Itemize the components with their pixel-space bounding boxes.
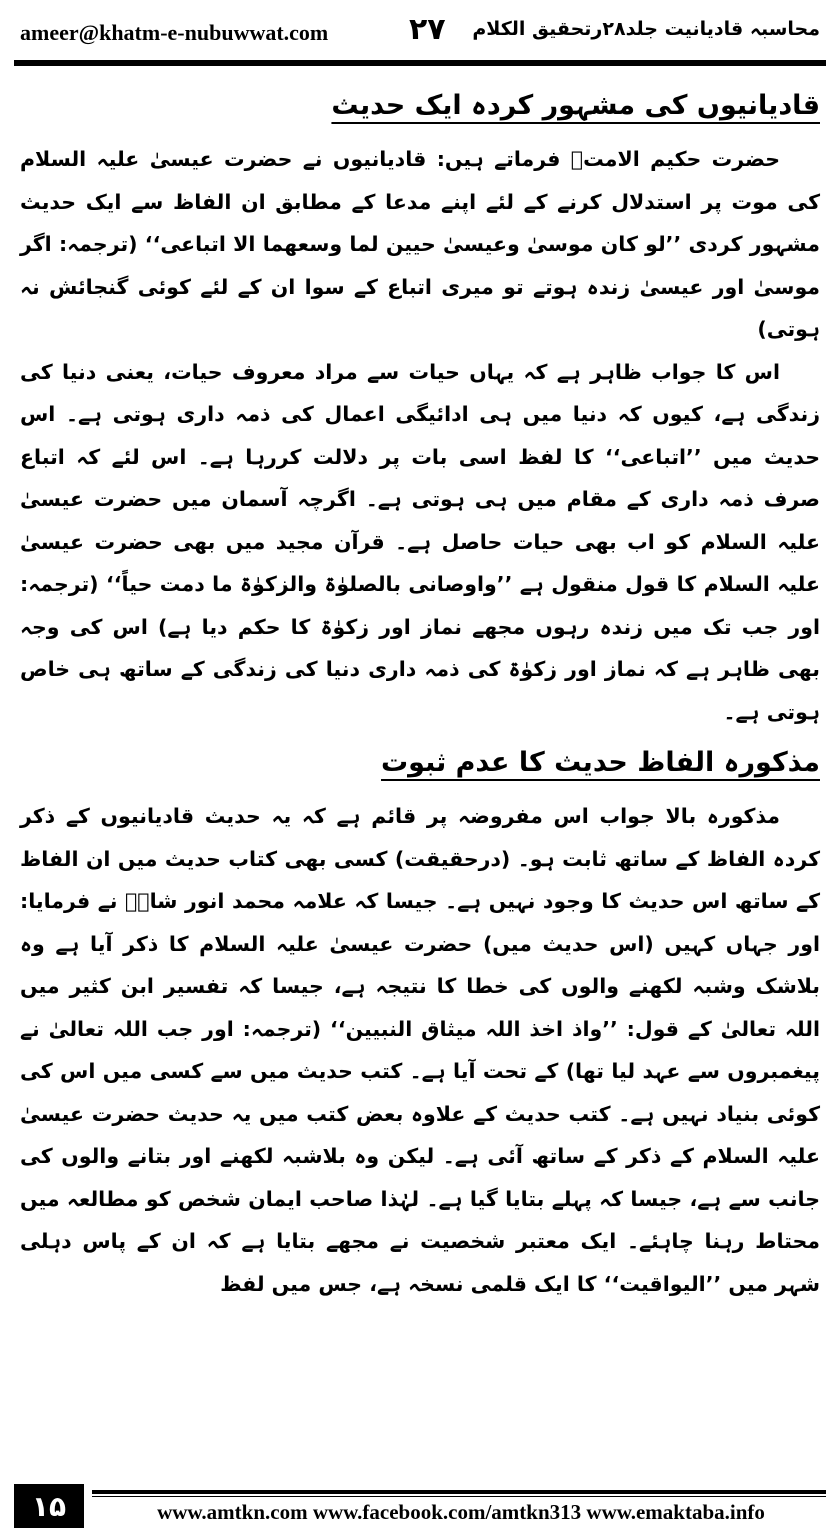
paragraph-3: مذکورہ بالا جواب اس مفروضہ پر قائم ہے کہ یہ حدیث قادیانیوں کے ذکر کردہ الفاظ کے ساتھ ثابت ہو۔ (درحقیقت) کسی بھی کتاب حدیث میں ان الفاظ کے ساتھ اس حدیث کا وجود نہیں ہے۔ جیسا کہ علامہ محمد انور شاہؒ نے فرمایا: اور جہاں کہیں (اس حدیث میں) حضرت عیسیٰ علیہ السلام کا ذکر آیا ہے وہ بلاشک وشبہ لکھنے والوں کی خطا کا نتیجہ ہے، جیسا کہ تفسیر ابن کثیر میں اللہ تعالیٰ کے قول: ’’واذ اخذ اللہ میثاق النبیین‘‘ (ترجمہ: اور جب اللہ تعالیٰ نے پیغمبروں سے عہد لیا تھا) کے تحت آیا ہے۔ کتب حدیث میں سے کسی میں اس کی کوئی بنیاد نہیں ہے۔ کتب حدیث کے علاوہ بعض کتب میں یہ حدیث حضرت عیسیٰ علیہ السلام کے ذکر کے ساتھ آئی ہے۔ لیکن وہ بلاشبہ لکھنے اور بتانے والوں کی جانب سے ہے، جیسا کہ پہلے بتایا گیا ہے۔ لہٰذا صاحب ایمان شخص کو مطالعہ میں محتاط رہنا چاہئے۔ ایک معتبر شخصیت نے مجھے بتایا ہے کہ ان کے پاس دہلی شہر میں ’’الیواقیت‘‘ کا ایک قلمی نسخہ ہے، جس میں لفظ xyxy=(20,804,820,1296)
footer-page-box: ۱۵ xyxy=(14,1484,84,1528)
header-book-title: محاسبہ قادیانیت جلد۲۸رتحقیق الکلام xyxy=(472,18,820,40)
footer-links: www.amtkn.com www.facebook.com/amtkn313 www.emaktaba.info xyxy=(157,1500,765,1524)
header-rule xyxy=(14,60,826,66)
section-heading-1: قادیانیوں کی مشہور کردہ ایک حدیث xyxy=(331,90,820,121)
footer-rule-thin xyxy=(92,1496,826,1497)
page-header xyxy=(14,8,826,58)
header-email: ameer@khatm-e-nubuwwat.com xyxy=(20,20,329,45)
footer-rule xyxy=(92,1490,826,1494)
header-page-number: ۲۷ xyxy=(409,12,446,47)
page-body xyxy=(20,76,820,1450)
section-heading-2: مذکورہ الفاظ حدیث کا عدم ثبوت xyxy=(381,747,820,778)
paragraph-2: اس کا جواب ظاہر ہے کہ یہاں حیات سے مراد معروف حیات، یعنی دنیا کی زندگی ہے، کیوں کہ دنیا میں ہی ادائیگی اعمال کی ذمہ داری ہوتی ہے۔ اس حدیث میں ’’اتباعی‘‘ کا لفظ اسی بات پر دلالت کررہا ہے۔ اس لئے کہ اتباع صرف ذمہ داری کے مقام میں ہی ہوتی ہے۔ اگرچہ آسمان میں حضرت عیسیٰ علیہ السلام کو اب بھی حیات حاصل ہے۔ قرآن مجید میں بھی حضرت عیسیٰ علیہ السلام کا قول منقول ہے ’’واوصانی بالصلوٰۃ والزکوٰۃ ما دمت حیاً‘‘ (ترجمہ: اور جب تک میں زندہ رہوں مجھے نماز اور زکوٰۃ کا حکم دیا ہے) اس کی وجہ بھی ظاہر ہے کہ نماز اور زکوٰۃ کی ذمہ داری دنیا کی زندگی کے ساتھ ہی خاص ہوتی ہے۔ xyxy=(20,359,820,724)
paragraph-1: حضرت حکیم الامتؒ فرماتے ہیں: قادیانیوں نے حضرت عیسیٰ علیہ السلام کی موت پر استدلال کرنے کے لئے اپنے مدعا کے مطابق ان الفاظ سے ایک حدیث مشہور کردی ’’لو کان موسیٰ وعیسیٰ حیین لما وسعھما الا اتباعی‘‘ (ترجمہ: اگر موسیٰ اور عیسیٰ زندہ ہوتے تو میری اتباع کے سوا ان کے لئے کوئی گنجائش نہ ہوتی) xyxy=(20,147,820,341)
